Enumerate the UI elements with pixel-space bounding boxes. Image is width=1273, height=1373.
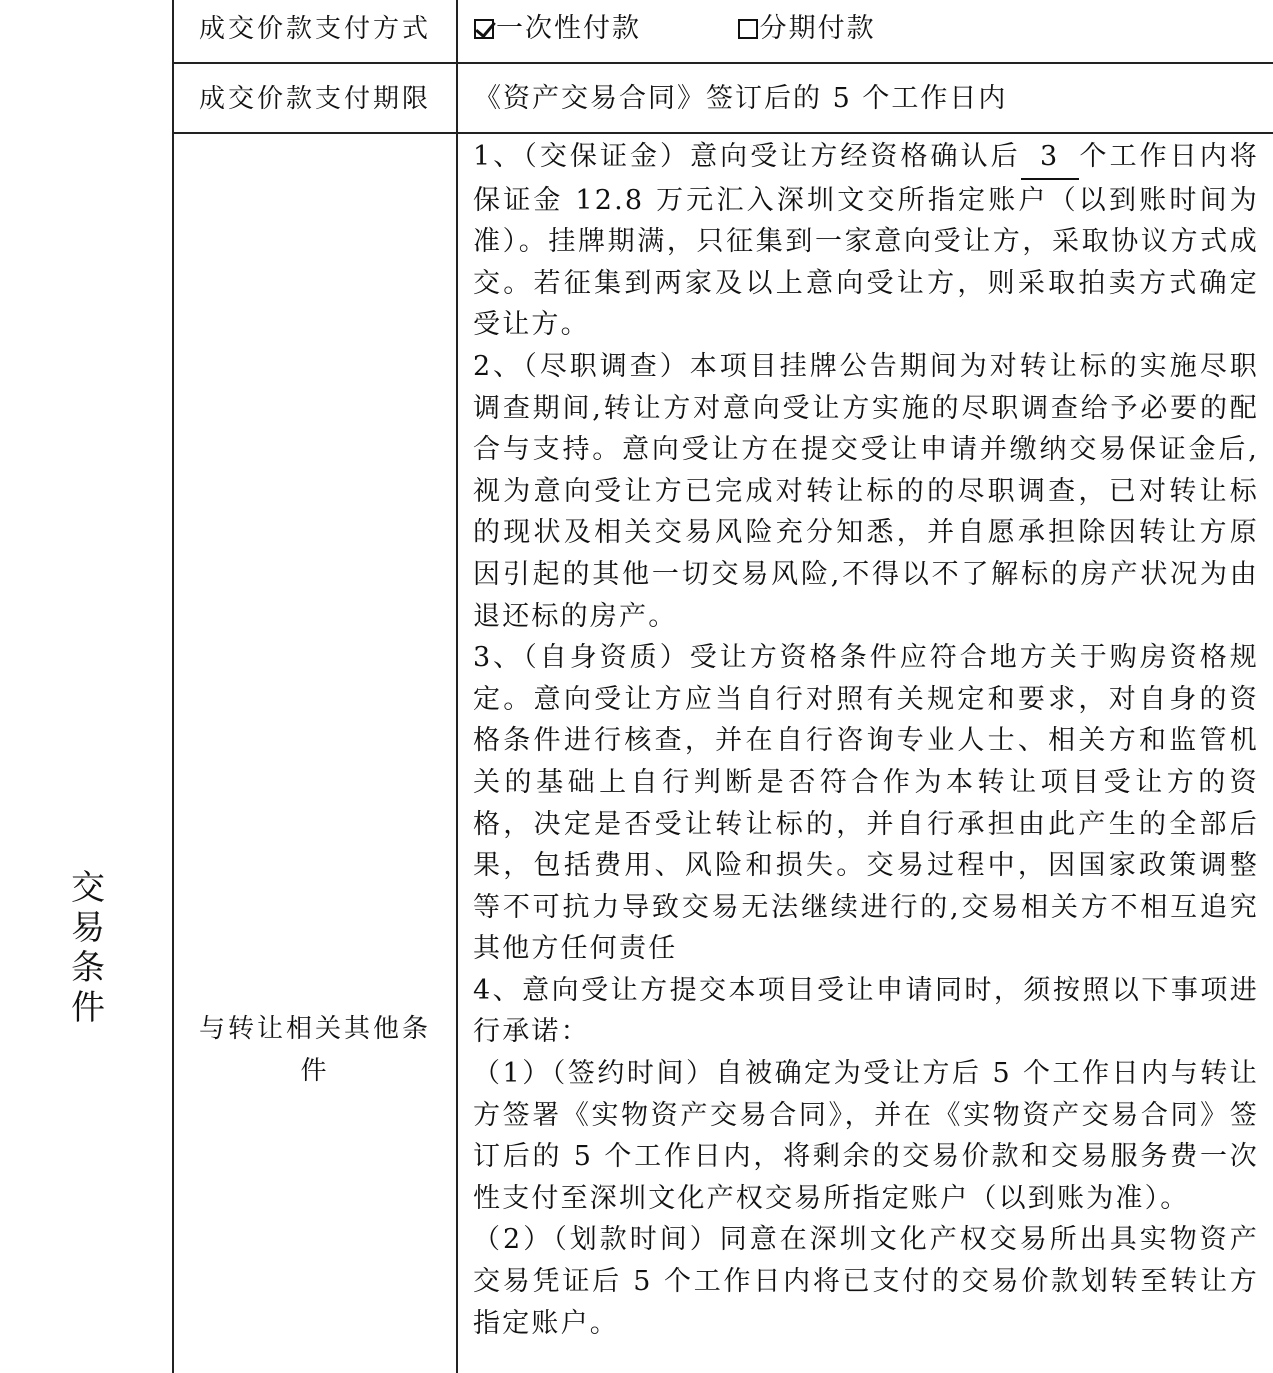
table-border-left — [172, 0, 174, 1373]
section-label-char: 件 — [71, 988, 105, 1028]
condition-item-4-2: （2）（划款时间）同意在深圳文化产权交易所出具实物资产交易凭证后 5 个工作日内将已支付的交易价款划转至转让方指定账户。 — [473, 1224, 1259, 1339]
condition-item-4-1: （1）（签约时间）自被确定为受让方后 5 个工作日内与转让方签署《实物资产交易合同》，并在《实物资产交易合同》签订后的 5 个工作日内，将剩余的交易价款和交易服务费一次性支付至深圳文化产权交易所指定账户（以到账为准）。 — [473, 1058, 1259, 1214]
section-label-char: 易 — [71, 908, 105, 948]
payment-method-label: 成交价款支付方式 — [198, 14, 431, 44]
condition-1-days: 3 — [1021, 136, 1079, 180]
other-conditions-label — [190, 1008, 440, 1092]
section-label-char: 条 — [71, 948, 105, 988]
table-border-middle — [456, 0, 458, 1373]
payment-method-options — [474, 8, 876, 50]
section-label-char: 交 — [71, 868, 105, 908]
option-lump-sum[interactable] — [474, 13, 652, 44]
condition-item-1 — [473, 136, 1259, 346]
condition-item-2: 2、（尽职调查）本项目挂牌公告期间为对转让标的实施尽职调查期间,转让方对意向受让方实施的尽职调查给予必要的配合与支持。意向受让方在提交受让申请并缴纳交易保证金后,视为意向受让方已完成对转让标的的尽职调查，已对转让标的现状及相关交易风险充分知悉，并自愿承担除因转让方原因引起的其他一切交易风险,不得以不了解标的房产状况为由退还标的房产。 — [473, 350, 1259, 632]
payment-deadline-label: 成交价款支付期限 — [198, 84, 431, 114]
checked-box-icon[interactable] — [474, 19, 494, 39]
option-lump-sum-label: 一次性付款 — [496, 13, 641, 44]
option-installment-label: 分期付款 — [759, 13, 876, 44]
other-conditions-label-text: 与转让相关其他条件 — [198, 1014, 431, 1086]
condition-1-prefix: 1、（交保证金）意向受让方经资格确认后 — [473, 141, 1021, 172]
row-divider-1 — [172, 62, 1273, 64]
condition-item-4: 4、意向受让方提交本项目受让申请同时，须按照以下事项进行承诺： — [473, 974, 1259, 1048]
section-label-trade-conditions — [60, 868, 116, 1028]
row-divider-2 — [172, 132, 1273, 134]
condition-1-rest: 个工作日内将保证金 12.8 万元汇入深圳文交所指定账户（以到账时间为准）。挂牌期满，只征集到一家意向受让方，采取协议方式成交。若征集到两家及以上意向受让方，则采取拍卖方式确定受让方。 — [473, 141, 1260, 341]
condition-item-3: 3、（自身资质）受让方资格条件应符合地方关于购房资格规定。意向受让方应当自行对照有关规定和要求，对自身的资格条件进行核查，并在自行咨询专业人士、相关方和监管机关的基础上自行判断是否符合作为本转让项目受让方的资格，决定是否受让转让标的，并自行承担由此产生的全部后果，包括费用、风险和损失。交易过程中，因国家政策调整等不可抗力导致交易无法继续进行的,交易相关方不相互追究其他方任何责任 — [473, 642, 1259, 965]
payment-deadline-value: 《资产交易合同》签订后的 5 个工作日内 — [474, 83, 1008, 114]
option-installment[interactable] — [738, 13, 876, 44]
unchecked-box-icon[interactable] — [738, 19, 758, 39]
other-conditions-text — [473, 136, 1259, 1344]
